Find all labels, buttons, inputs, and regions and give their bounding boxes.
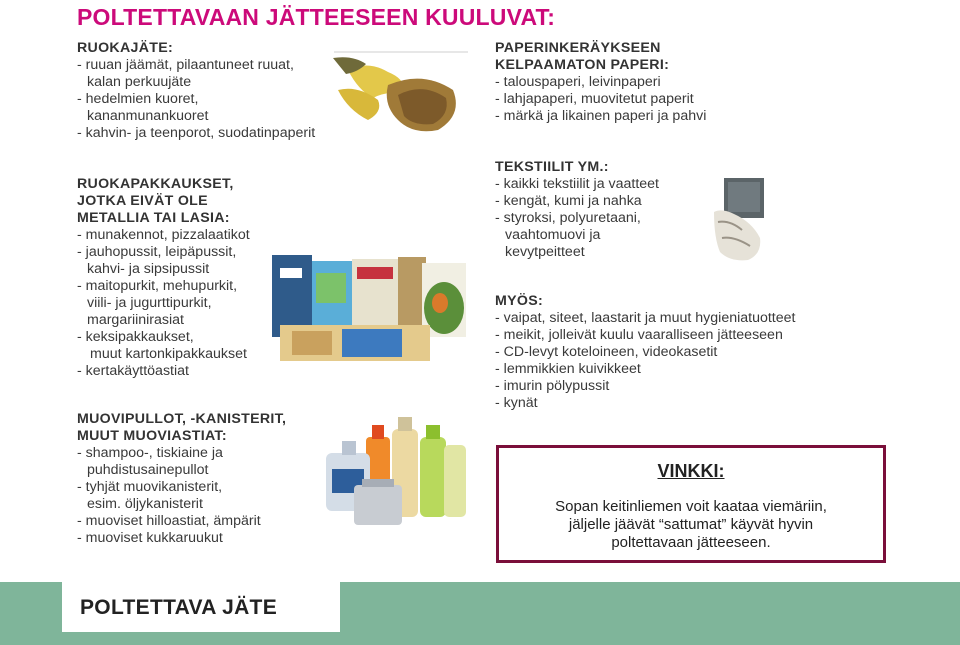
section-line: - shampoo-, tiskiaine ja	[77, 445, 223, 461]
section-line: kalan perkuujäte	[87, 74, 192, 90]
section-plastic-containers	[77, 411, 286, 547]
section-line: viili- ja jugurttipurkit,	[87, 295, 212, 311]
section-line: - muoviset kukkaruukut	[77, 530, 223, 546]
section-heading: KELPAAMATON PAPERI:	[495, 57, 670, 73]
section-line: - kahvin- ja teenporot, suodatinpaperit	[77, 125, 316, 141]
footer-label: POLTETTAVA JÄTE	[80, 596, 277, 619]
food-packaging-photo	[272, 253, 468, 363]
section-non-recyclable-paper	[495, 40, 706, 125]
section-line: - jauhopussit, leipäpussit,	[77, 244, 237, 260]
section-line: - CD-levyt koteloineen, videokasetit	[495, 344, 718, 360]
section-line: - kertakäyttöastiat	[77, 363, 189, 379]
textiles-shoes-photo	[712, 178, 764, 264]
section-line: - maitopurkit, mehupurkit,	[77, 278, 238, 294]
section-line: - kengät, kumi ja nahka	[495, 193, 642, 209]
section-food-waste	[77, 40, 315, 142]
section-line: - muoviset hilloastiat, ämpärit	[77, 513, 261, 529]
section-line: kevytpeitteet	[505, 244, 585, 260]
section-heading: RUOKAJÄTE:	[77, 40, 174, 56]
section-line: kananmunankuoret	[87, 108, 209, 124]
section-heading: TEKSTIILIT YM.:	[495, 159, 609, 175]
section-line: - munakennot, pizzalaatikot	[77, 227, 250, 243]
section-line: - märkä ja likainen paperi ja pahvi	[495, 108, 707, 124]
plastic-bottles-photo	[322, 415, 470, 527]
section-line: - kaikki tekstiilit ja vaatteet	[495, 176, 660, 192]
section-line: esim. öljykanisterit	[87, 496, 203, 512]
section-line: muut kartonkipakkaukset	[90, 346, 247, 362]
section-line: - keksipakkaukset,	[77, 329, 194, 345]
section-heading: RUOKAPAKKAUKSET,	[77, 176, 234, 192]
section-heading: JOTKA EIVÄT OLE	[77, 193, 208, 209]
section-line: margariinirasiat	[87, 312, 184, 328]
tip-line: Sopan keitinliemen voit kaataa viemäriin,	[555, 498, 827, 515]
section-line: - meikit, jolleivät kuulu vaaralliseen jätteeseen	[495, 327, 783, 343]
tip-box	[496, 445, 886, 563]
section-line: - hedelmien kuoret,	[77, 91, 199, 107]
page-title: POLTETTAVAAN JÄTTEESEEN KUULUVAT:	[77, 4, 556, 30]
section-line: - talouspaperi, leivinpaperi	[495, 74, 661, 90]
section-heading: MUUT MUOVIASTIAT:	[77, 428, 227, 444]
section-line: - lahjapaperi, muovitetut paperit	[495, 91, 694, 107]
section-line: - ruuan jäämät, pilaantuneet ruuat,	[77, 57, 294, 73]
section-heading: MYÖS:	[495, 293, 544, 309]
tip-line: jäljelle jäävät “sattumat” käyvät hyvin	[568, 516, 814, 533]
section-also	[495, 293, 795, 412]
section-line: kahvi- ja sipsipussit	[87, 261, 210, 277]
section-food-packaging	[77, 176, 250, 380]
section-line: - kynät	[495, 395, 538, 411]
section-line: - lemmikkien kuivikkeet	[495, 361, 641, 377]
section-heading: PAPERINKERÄYKSEEN	[495, 40, 661, 56]
section-line: - vaipat, siteet, laastarit ja muut hygieniatuotteet	[495, 310, 796, 326]
food-waste-photo	[328, 50, 470, 142]
tip-line: poltettavaan jätteeseen.	[611, 534, 771, 551]
section-line: puhdistusainepullot	[87, 462, 209, 478]
section-heading: METALLIA TAI LASIA:	[77, 210, 230, 226]
section-textiles	[495, 159, 659, 261]
section-line: vaahtomuovi ja	[505, 227, 601, 243]
section-line: - imurin pölypussit	[495, 378, 610, 394]
section-heading: MUOVIPULLOT, -KANISTERIT,	[77, 411, 287, 427]
section-line: - styroksi, polyuretaani,	[495, 210, 641, 226]
section-line: - tyhjät muovikanisterit,	[77, 479, 223, 495]
tip-heading: VINKKI:	[657, 461, 725, 481]
